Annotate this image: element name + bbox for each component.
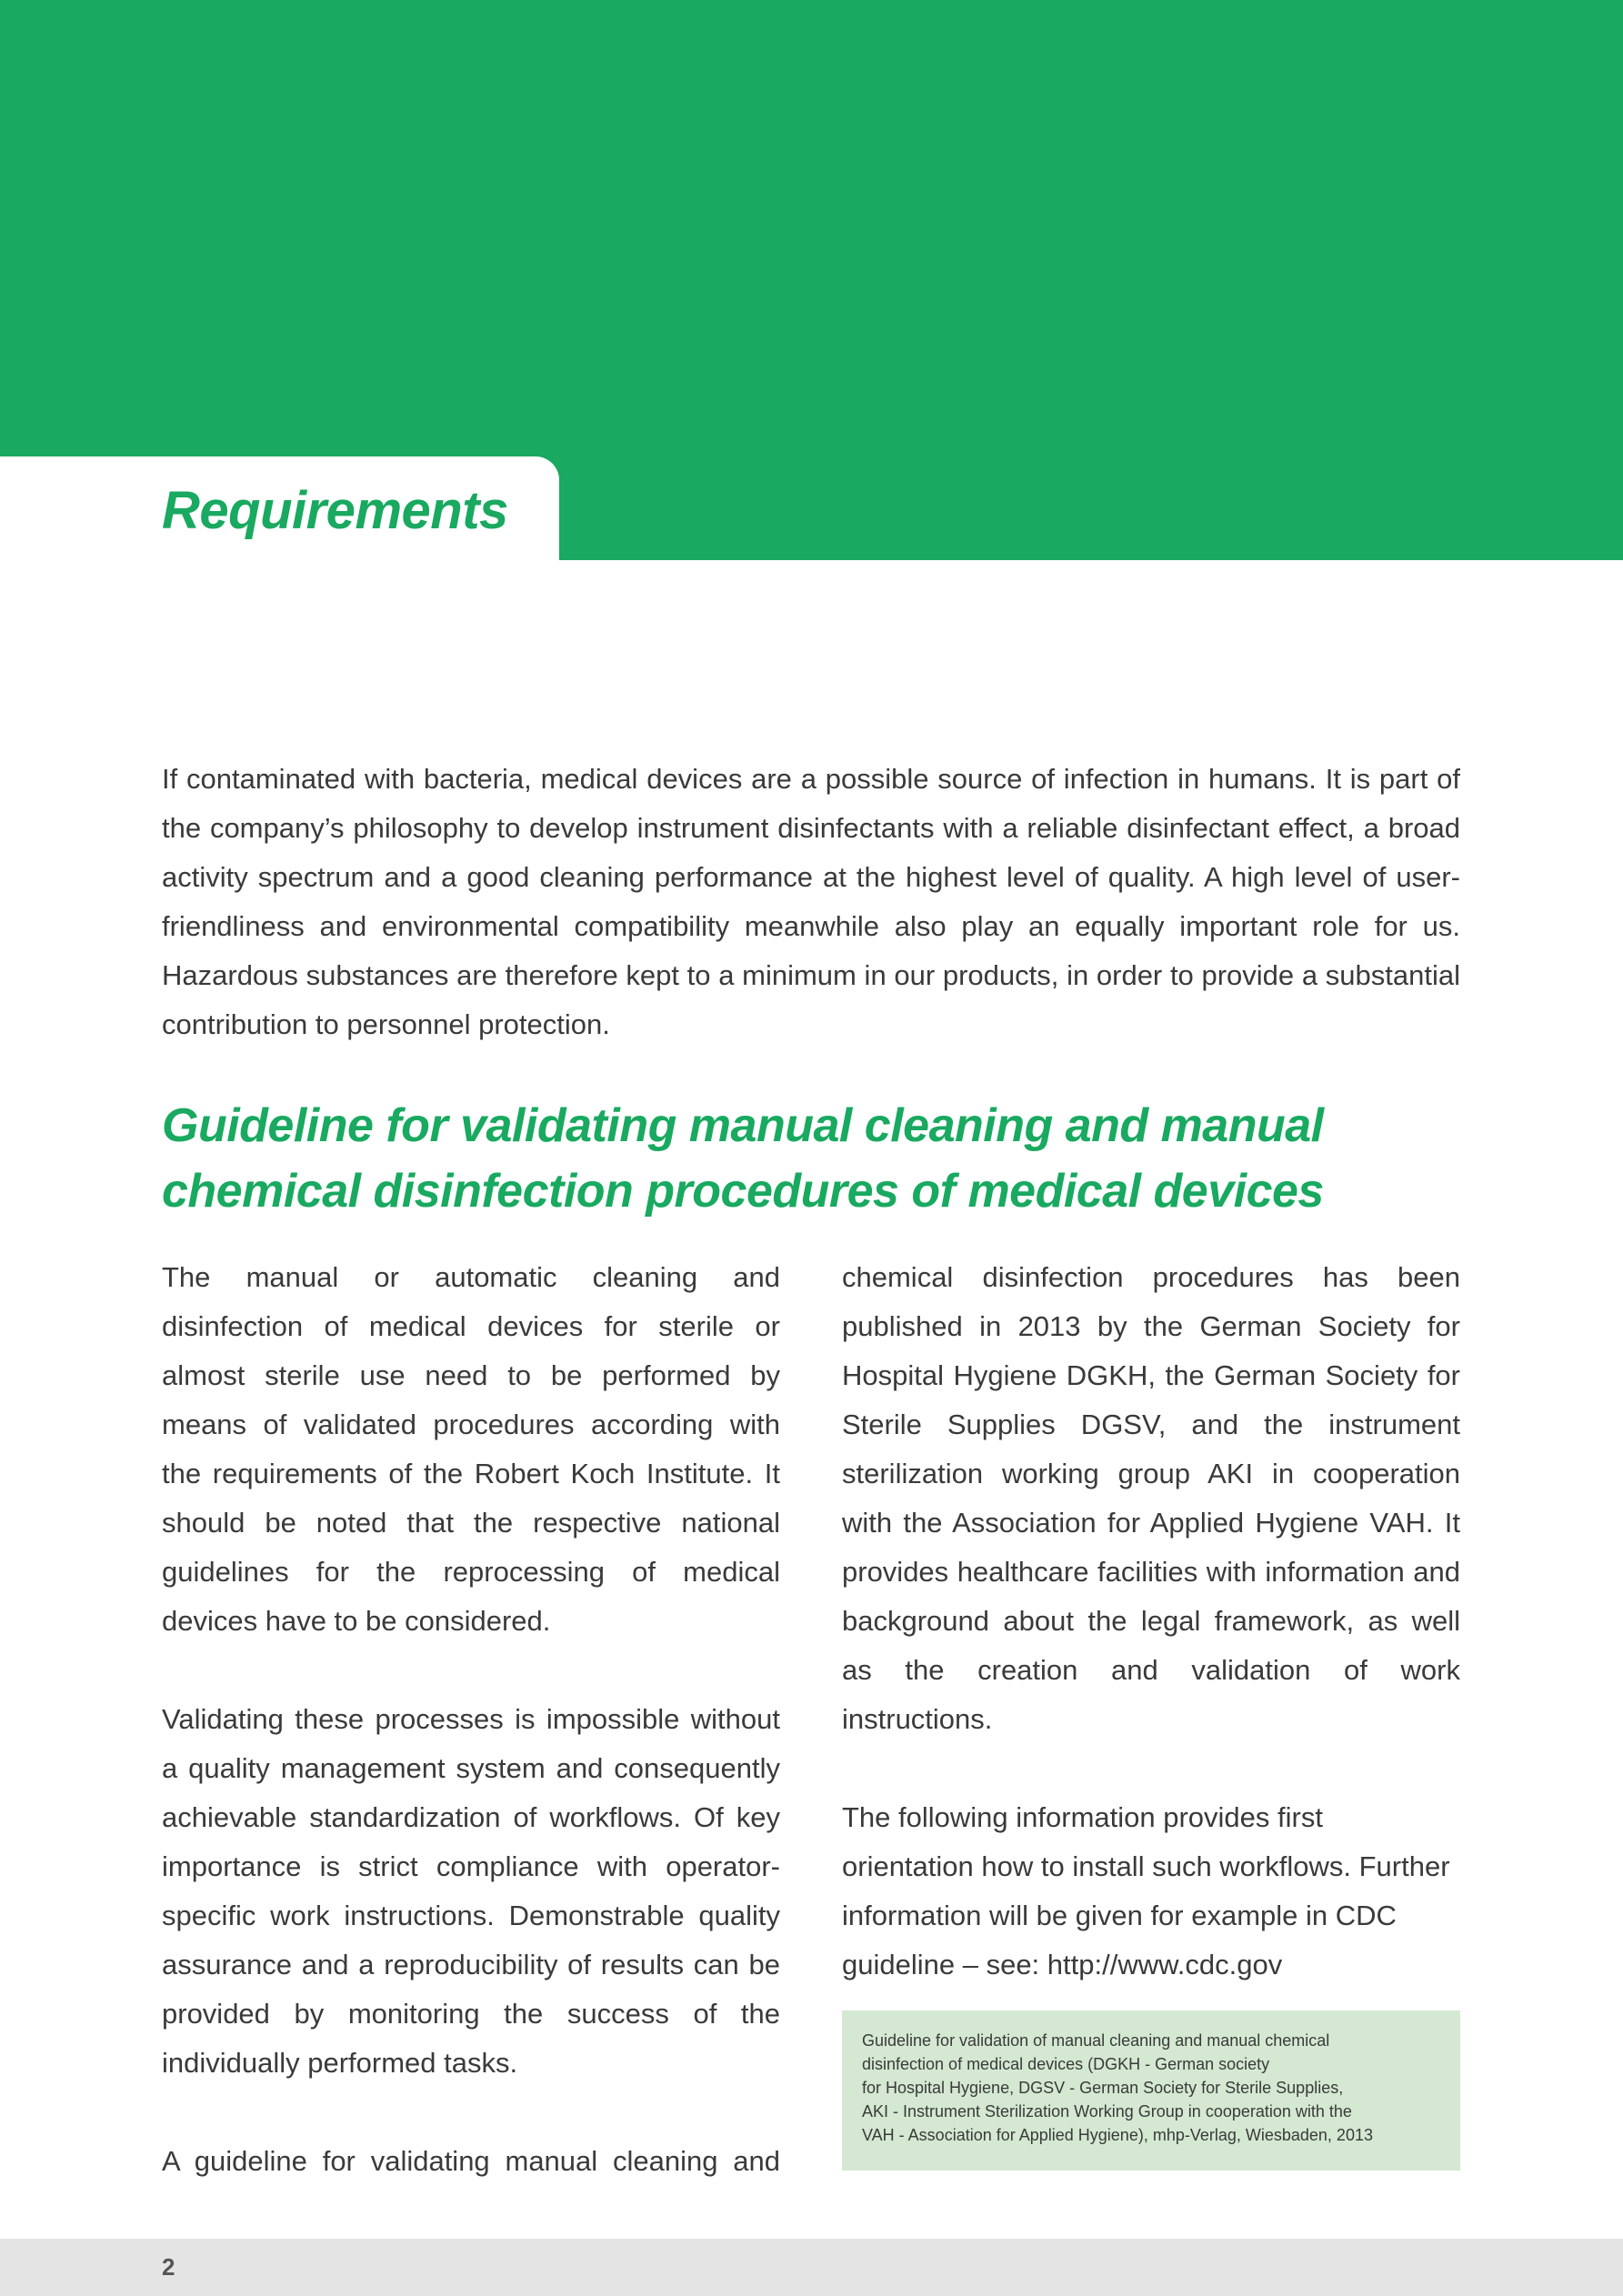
reference-note-box bbox=[842, 2010, 1460, 2171]
right-paragraph: The following information provides first orientation how to install such workflows. Further information will be given for example in CDC guideline – see: http://www.cdc.gov bbox=[842, 1801, 1450, 1980]
note-line: disinfection of medical devices (DGKH - German society bbox=[862, 2055, 1270, 2073]
left-column bbox=[162, 1253, 780, 2235]
section-heading bbox=[162, 1093, 1453, 1224]
intro-paragraph: If contaminated with bacteria, medical devices are a possible source of infection in humans. It is part of the company’s philosophy to develop instrument disinfectants with a reliable disinfectant effect, a broad activity spectrum and a good cleaning performance at the highest level of quality. A high level of user-friendliness and environmental compatibility meanwhile also play an equally important role for us. Hazardous substances are therefore kept to a minimum in our products, in order to provide a substantial contribution to personnel protection. bbox=[162, 763, 1460, 1040]
note-line: AKI - Instrument Sterilization Working Group in cooperation with the bbox=[862, 2102, 1352, 2121]
page-title: Requirements bbox=[162, 481, 508, 540]
left-paragraph: A guideline for validating manual cleaning and bbox=[162, 2145, 780, 2177]
page-number: 2 bbox=[162, 2253, 175, 2281]
section-heading-line-1: Guideline for validating manual cleaning and manual bbox=[162, 1099, 1324, 1152]
note-line: for Hospital Hygiene, DGSV - German Society for Sterile Supplies, bbox=[862, 2079, 1344, 2097]
note-line: VAH - Association for Applied Hygiene), mhp-Verlag, Wiesbaden, 2013 bbox=[862, 2126, 1373, 2144]
right-column bbox=[842, 1253, 1460, 2039]
section-heading-line-2: chemical disinfection procedures of medical devices bbox=[162, 1165, 1324, 1218]
left-paragraph: The manual or automatic cleaning and disinfection of medical devices for sterile or almost sterile use need to be performed by means of validated procedures according with the requirements of the Robert Koch Institute. It should be noted that the respective national guidelines for the reprocessing of medical devices have to be considered. bbox=[162, 1261, 780, 1637]
note-line: Guideline for validation of manual cleaning and manual chemical bbox=[862, 2031, 1330, 2050]
footer-bar bbox=[0, 2239, 1623, 2296]
right-paragraph: chemical disinfection procedures has been published in 2013 by the German Society for Hospital Hygiene DGKH, the German Society for Sterile Supplies DGSV, and the instrument sterilization working group AKI in cooperation with the Association for Applied Hygiene VAH. It provides healthcare facilities with information and background about the legal framework, as well as the creation and validation of work instructions. bbox=[842, 1261, 1460, 1735]
left-paragraph: Validating these processes is impossible without a quality management system and consequently achievable standardization of workflows. Of key importance is strict compliance with operator-specific work instructions. Demonstrable quality assurance and a reproducibility of results can be provided by monitoring the success of the individually performed tasks. bbox=[162, 1703, 780, 2079]
